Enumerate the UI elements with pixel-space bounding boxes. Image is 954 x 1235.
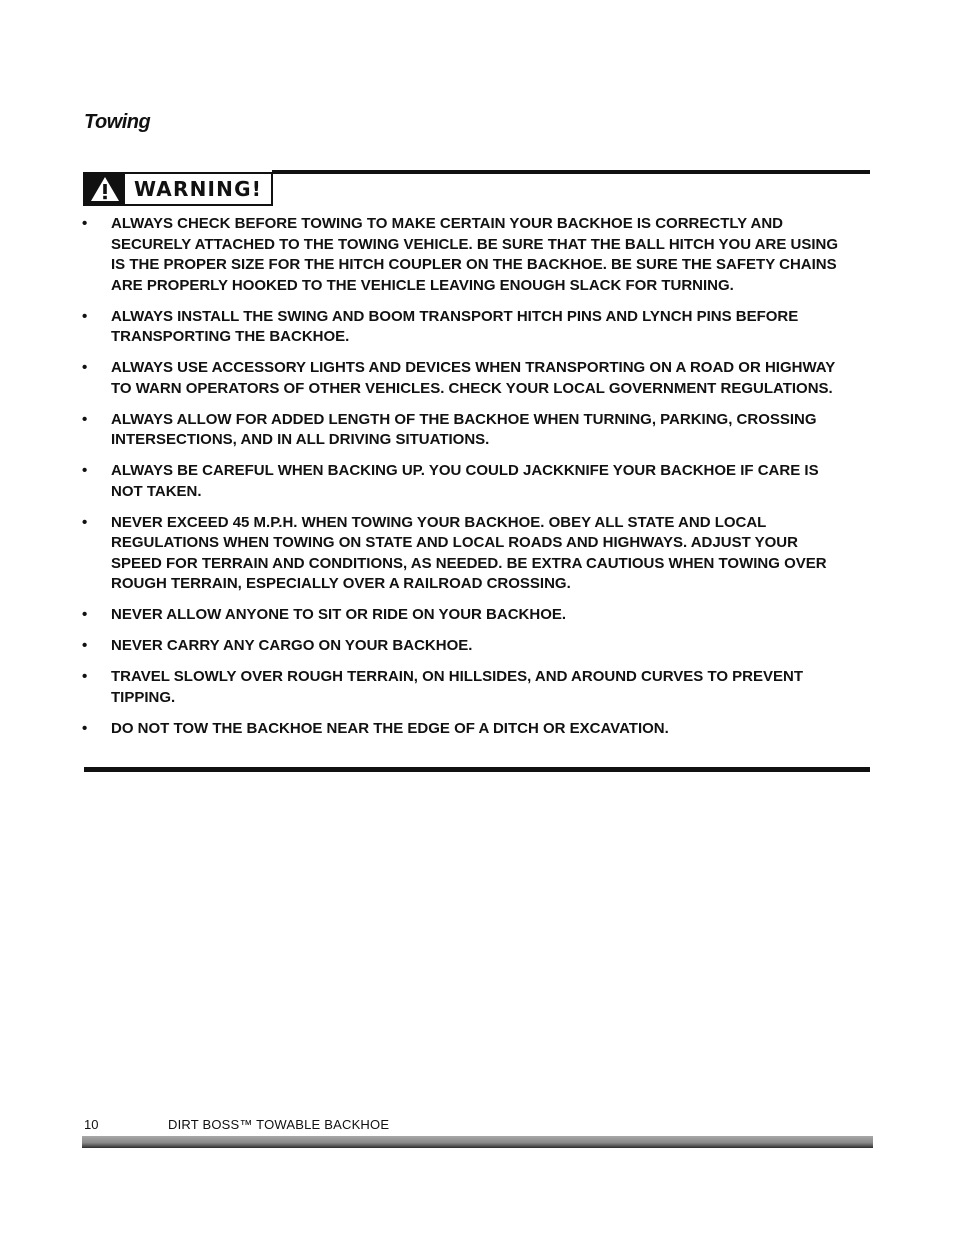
list-item	[82, 719, 850, 740]
list-item-text: NEVER EXCEED 45 M.P.H. WHEN TOWING YOUR BACKHOE. OBEY ALL STATE AND LOCAL REGULATIONS WHEN TOWING ON STATE AND LOCAL ROADS AND HIGHWAYS. ADJUST YOUR SPEED FOR TERRAIN AND CONDITIONS, AS NEEDED. BE EXTRA CAUTIOUS WHEN TOWING OVER ROUGH TERRAIN, ESPECIALLY OVER A RAILROAD CROSSING.	[111, 513, 827, 592]
footer-doc-title: DIRT BOSS™ TOWABLE BACKHOE	[168, 1117, 390, 1132]
bullet-icon: •	[82, 606, 88, 623]
list-item	[82, 636, 850, 657]
list-item	[82, 410, 850, 451]
list-item-text: ALWAYS INSTALL THE SWING AND BOOM TRANSPORT HITCH PINS AND LYNCH PINS BEFORE TRANSPORTING THE BACKHOE.	[111, 307, 799, 345]
bullet-icon: •	[82, 513, 88, 531]
list-item	[82, 513, 850, 595]
list-item	[82, 214, 850, 296]
list-item-text: ALWAYS BE CAREFUL WHEN BACKING UP. YOU COULD JACKKNIFE YOUR BACKHOE IF CARE IS NOT TAKEN.	[111, 462, 819, 500]
bullet-icon: •	[82, 307, 88, 325]
warning-label: WARNING!	[133, 177, 263, 201]
list-item	[82, 461, 850, 502]
top-rule-divider	[272, 170, 870, 174]
warning-list	[82, 214, 850, 750]
bullet-icon: •	[82, 637, 88, 654]
list-item-text: NEVER CARRY ANY CARGO ON YOUR BACKHOE.	[111, 637, 473, 654]
list-item-text: NEVER ALLOW ANYONE TO SIT OR RIDE ON YOUR BACKHOE.	[111, 606, 567, 623]
bullet-icon: •	[82, 462, 88, 479]
list-item-text: ALWAYS ALLOW FOR ADDED LENGTH OF THE BACKHOE WHEN TURNING, PARKING, CROSSING INTERSECTIONS, AND IN ALL DRIVING SITUATIONS.	[111, 410, 817, 448]
section-title: Towing	[84, 111, 151, 133]
list-item-text: ALWAYS CHECK BEFORE TOWING TO MAKE CERTAIN YOUR BACKHOE IS CORRECTLY AND SECURELY ATTACHED TO THE TOWING VEHICLE. BE SURE THAT THE BALL HITCH YOU ARE USING IS THE PROPER SIZE FOR THE HITCH COUPLER ON THE BACKHOE. BE SURE THE SAFETY CHAINS ARE PROPERLY HOOKED TO THE VEHICLE LEAVING ENOUGH SLACK FOR TURNING.	[111, 215, 838, 294]
footer-page-number: 10	[84, 1117, 99, 1132]
list-item	[82, 605, 850, 626]
list-item	[82, 667, 850, 708]
warning-triangle-icon	[85, 174, 125, 204]
bullet-icon: •	[82, 410, 88, 428]
bullet-icon: •	[82, 359, 88, 376]
bullet-icon: •	[82, 719, 88, 737]
bullet-icon: •	[82, 215, 88, 232]
list-item	[82, 358, 850, 399]
bullet-icon: •	[82, 668, 88, 685]
footer-bar	[82, 1136, 873, 1148]
bottom-rule-divider	[84, 767, 870, 772]
warning-badge	[83, 172, 273, 206]
list-item-text: ALWAYS USE ACCESSORY LIGHTS AND DEVICES WHEN TRANSPORTING ON A ROAD OR HIGHWAY TO WARN OPERATORS OF OTHER VEHICLES. CHECK YOUR LOCAL GOVERNMENT REGULATIONS.	[111, 359, 835, 397]
list-item	[82, 307, 850, 348]
list-item-text: TRAVEL SLOWLY OVER ROUGH TERRAIN, ON HILLSIDES, AND AROUND CURVES TO PREVENT TIPPING.	[111, 668, 804, 706]
list-item-text: DO NOT TOW THE BACKHOE NEAR THE EDGE OF A DITCH OR EXCAVATION.	[111, 719, 669, 737]
